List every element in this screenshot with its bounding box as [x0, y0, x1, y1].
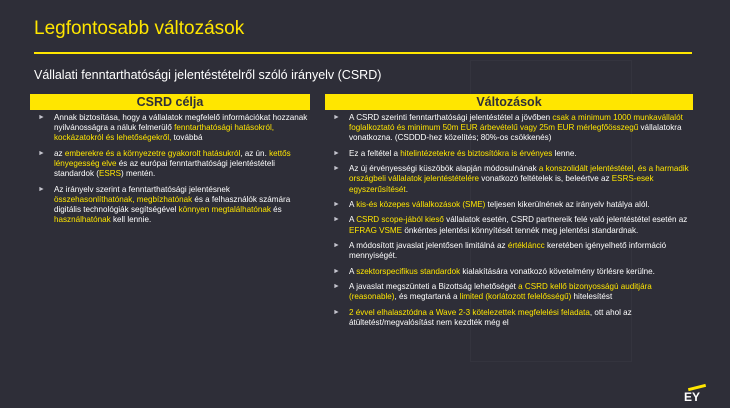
bullet-arrow-icon: ►	[333, 149, 340, 157]
csrd-goal-item	[38, 113, 308, 144]
change-item	[333, 241, 695, 261]
highlighted-text: csak a minimum 1000 munkavállalót foglalkoztató és minimum 50m EUR árbevételű vagy 25m EUR mérlegfőösszegű	[349, 113, 683, 133]
body-text: és a felhasználók számára digitális technológiák segítségével	[54, 194, 291, 214]
body-text: vállalatokra vonatkozna. (CSDDD-hez közelítés; 80%-os csökkenés)	[349, 123, 682, 143]
body-text: vonatkozó feltételek is, beleértve az	[479, 174, 612, 184]
bullet-arrow-icon: ►	[333, 216, 340, 224]
title-divider	[34, 52, 692, 54]
page-subtitle: Vállalati fenntarthatósági jelentéstételről szóló irányelv (CSRD)	[34, 68, 382, 82]
change-item	[333, 215, 695, 235]
bullet-arrow-icon: ►	[333, 308, 340, 316]
bullet-arrow-icon: ►	[333, 114, 340, 121]
change-item	[333, 308, 695, 328]
body-text: A módosított javaslat jelentősen limitálná az	[349, 240, 508, 250]
change-item	[333, 164, 695, 195]
body-text: önkéntes jelentési könnyítését tennék meg jelentési standardnak.	[402, 225, 639, 235]
body-text: A javaslat megszünteti a Bizottság lehetőségét	[349, 281, 519, 291]
body-text: A	[349, 266, 357, 276]
body-text: hitelesítést	[571, 292, 613, 302]
highlighted-text: EFRAG VSME	[349, 225, 403, 235]
highlighted-text: a CSRD kellő bizonyosságú auditjára (reasonable)	[349, 281, 652, 302]
body-text: továbbá	[171, 133, 203, 143]
highlighted-text: fenntarthatósági hatásokról, kockázatokról és lehetőségekről,	[54, 123, 275, 143]
highlighted-text: emberekre és a környezetre gyakorolt hatásukról	[64, 148, 241, 158]
change-item	[333, 149, 695, 159]
highlighted-text: ESRS	[99, 169, 122, 179]
bullet-arrow-icon: ►	[333, 282, 340, 290]
changes-list	[333, 113, 695, 333]
highlighted-text: könnyen megtalálhatónak	[178, 205, 271, 214]
changes-header: Változások	[325, 94, 693, 110]
body-text: A	[349, 199, 357, 209]
change-item	[333, 113, 695, 144]
body-text: .	[405, 184, 408, 194]
highlighted-text: használhatónak	[54, 215, 111, 225]
highlighted-text: 2 évvel elhalasztódna a Wave 2-3 kötelezettek megfelelési feladata	[349, 307, 590, 317]
highlighted-text: szektorspecifikus standardok	[356, 266, 461, 276]
csrd-goal-header: CSRD célja	[30, 94, 310, 110]
bullet-arrow-icon: ►	[38, 114, 45, 121]
body-text: A	[349, 215, 357, 225]
body-text: Ez a feltétel a	[349, 148, 401, 158]
body-text: az	[54, 148, 65, 158]
change-item	[333, 200, 695, 210]
bullet-arrow-icon: ►	[333, 267, 340, 275]
body-text: és	[270, 205, 282, 214]
bullet-arrow-icon: ►	[333, 200, 340, 208]
body-text: Az új érvényességi küszöbök alapján módosulnának	[349, 164, 539, 174]
body-text: lenne.	[552, 148, 577, 158]
body-text: keretében igényelhető információ mennyiségét.	[349, 240, 667, 261]
page-title: Legfontosabb változások	[34, 18, 245, 39]
bullet-arrow-icon: ►	[333, 241, 340, 249]
highlighted-text: értékláncc	[507, 240, 545, 250]
csrd-goal-item	[38, 149, 308, 180]
body-text: Az irányelv szerint a fenntarthatósági jelentésnek	[54, 184, 230, 194]
highlighted-text: összehasonlíthatónak, megbízhatónak	[54, 194, 193, 204]
change-item	[333, 267, 695, 277]
body-text: kialakítására vonatkozó követelmény törlésre kerülne.	[460, 266, 655, 276]
body-text: , ott ahol az átültetést/megvalósítást nem kezdték még el	[349, 307, 632, 327]
body-text: A CSRD szerinti fenntarthatósági jelentéstétel a jövőben	[349, 113, 553, 122]
ey-logo	[684, 386, 708, 404]
highlighted-text: kis-és közepes vállalkozások (SME)	[356, 199, 486, 209]
highlighted-text: CSRD scope-jából kieső	[356, 215, 444, 225]
body-text: vállalatok esetén, CSRD partnereik felé való jelentéstétel esetén az	[443, 215, 688, 225]
body-text: Annak biztosítása, hogy a vállalatok megfelelő információkat hozzanak nyilvánosságra a náluk felmerülő	[54, 113, 308, 133]
body-text: ) mentén.	[121, 169, 156, 179]
logo-text: EY	[684, 390, 701, 404]
change-item	[333, 282, 695, 302]
csrd-goal-item	[38, 185, 308, 226]
body-text: , és megtartaná a	[394, 292, 460, 302]
bullet-arrow-icon: ►	[38, 149, 45, 157]
highlighted-text: limited (korlátozott felelősségű)	[459, 292, 572, 302]
highlighted-text: hitelintézetekre és biztosítókra is érvényes	[400, 148, 553, 158]
bullet-arrow-icon: ►	[38, 185, 45, 193]
body-text: , az ún.	[240, 148, 270, 158]
highlighted-text: a konszolidált jelentéstétel, és a harmadik országbeli vállalatok jelentéstételére	[349, 164, 689, 184]
highlighted-text: ESRS-esek egyszerűsítését	[349, 174, 654, 194]
body-text: és az európai fenntarthatósági jelentéstételi standardok (	[54, 159, 275, 179]
body-text: teljesen kikerülnének az irányelv hatálya alól.	[485, 199, 650, 209]
body-text: kell lennie.	[110, 215, 152, 225]
highlighted-text: kettős lényegesség elve	[54, 148, 291, 168]
csrd-goal-list	[38, 113, 308, 231]
bullet-arrow-icon: ►	[333, 165, 340, 173]
